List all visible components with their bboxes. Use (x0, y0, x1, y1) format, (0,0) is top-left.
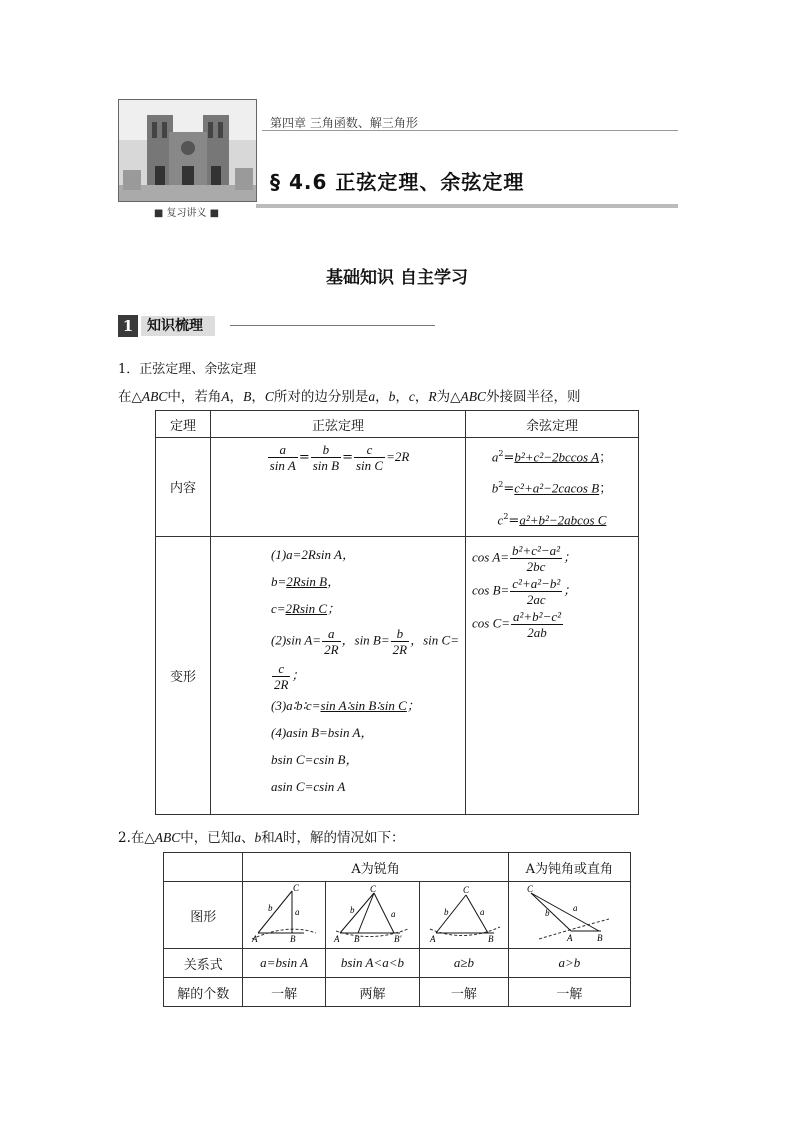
figure-a-ge-b (420, 882, 509, 949)
section-title: 基础知识 自主学习 (326, 268, 468, 288)
sine-law-variants (211, 536, 466, 814)
cathedral-image (118, 99, 257, 202)
label-A: A (429, 934, 436, 943)
solution-cases-table (163, 852, 631, 1007)
label-a: a (295, 907, 300, 917)
figure-one-solution (243, 882, 325, 949)
sine-variant-9: asin C=csin A (271, 778, 346, 794)
review-label: ■ 复习讲义 ■ (153, 208, 220, 219)
badge-divider (230, 325, 435, 326)
section-number-badge: 1 (118, 315, 138, 337)
relation-cell: bsin A<a<b (325, 949, 419, 978)
intro-text: 在△ABC中，若角A，B，C所对的边分别是a，b，c，R为△ABC外接圆半径，则 (118, 389, 581, 405)
relation-cell: a>b (508, 949, 630, 978)
label-C: C (462, 885, 469, 895)
cosine-variant-a: cos A= $\frac{\text{b²+c²−a²}}{2bc}$ ； (471, 542, 577, 574)
count-cell: 一解 (420, 978, 509, 1007)
label-C: C (527, 884, 534, 894)
cosine-law-b: $b^2=c^2+a^2-2cacos$ B； (491, 480, 613, 497)
figure-obtuse (508, 882, 630, 949)
header-divider (262, 130, 678, 131)
count-cell: 一解 (508, 978, 630, 1007)
label-b: b (545, 908, 550, 918)
theorem-table (155, 410, 639, 815)
sine-variant-4: (2)sin A= $\frac{a}{2R}$ ，sin B= $\frac{b}{2R}$ ，sin C= (271, 625, 459, 657)
item-2-title: 2.在△ABC中，已知a、b和A时，解的情况如下： (118, 830, 405, 846)
item-1-title: 1．正弦定理、余弦定理 (118, 362, 257, 377)
sine-variant-2: b=2Rsin B， (271, 573, 341, 589)
cosine-variant-c: cos C= $\frac{\text{a²+b²−c²}}{2ab}$ (471, 608, 562, 640)
label-C: C (370, 884, 377, 894)
label-a: a (479, 907, 485, 917)
row-variant-label: 变形 (156, 536, 211, 814)
count-cell: 两解 (325, 978, 419, 1007)
cosine-law-formulas (465, 438, 638, 537)
cosine-law-a: $a^2=b^2+c^2-2bccos$ A； (491, 449, 613, 466)
sine-variant-1: (1)a=2Rsin A， (271, 546, 355, 562)
sine-variant-6: (3)a∶b∶c=sin A∶sin B∶sin C； (271, 697, 420, 713)
label-B: B (487, 934, 494, 943)
figure-two-solutions (325, 882, 419, 949)
cosine-variant-b: cos B= $\frac{\text{c²+a²−b²}}{2ac}$ ； (471, 575, 577, 607)
section-badge-label: 知识梳理 (141, 316, 215, 336)
relation-cell: a≥b (420, 949, 509, 978)
sine-law-formula: $\frac{a}{\text{sin A}}$ = $\frac{b}{\text{sin B}}$ = $\frac{c}{\text{sin C}}$ =2R (211, 438, 466, 537)
header-sine-law: 正弦定理 (211, 411, 466, 438)
label-a: a (573, 903, 578, 913)
row-count-label: 解的个数 (164, 978, 243, 1007)
label-b: b (443, 907, 449, 917)
sine-variant-3: c=2Rsin C； (271, 600, 341, 616)
header-acute: A为锐角 (243, 853, 508, 882)
label-A: A (252, 934, 258, 943)
sine-variant-7: (4)asin B=bsin A， (271, 724, 374, 740)
cosine-law-c: $c^2=a^2+b^2-2abcos$ C (497, 511, 607, 528)
label-B: B (290, 934, 296, 943)
header-bar (256, 204, 678, 208)
row-relation-label: 关系式 (164, 949, 243, 978)
sine-variant-8: bsin C=csin B， (271, 751, 359, 767)
row-figure-label: 图形 (164, 882, 243, 949)
count-cell: 一解 (243, 978, 325, 1007)
label-A: A (334, 934, 340, 943)
header-cosine-law: 余弦定理 (465, 411, 638, 438)
chapter-label: 第四章 三角函数、解三角形 (270, 116, 418, 130)
empty-header-cell (164, 853, 243, 882)
relation-cell: a=bsin A (243, 949, 325, 978)
label-a: a (391, 909, 396, 919)
label-b: b (268, 903, 273, 913)
header-obtuse: A为钝角或直角 (508, 853, 630, 882)
label-A: A (567, 933, 573, 943)
label-B: B (354, 934, 360, 943)
label-B: B (597, 933, 603, 943)
sine-variant-5: $\frac{c}{2R}$ ； (274, 660, 305, 692)
row-content-label: 内容 (156, 438, 211, 537)
header-theorem: 定理 (156, 411, 211, 438)
label-b: b (350, 905, 355, 915)
cosine-law-variants (465, 536, 638, 814)
page-title: § 4.6 正弦定理、余弦定理 (270, 170, 525, 194)
label-B-prime: B′ (394, 934, 402, 943)
label-C: C (293, 883, 300, 893)
